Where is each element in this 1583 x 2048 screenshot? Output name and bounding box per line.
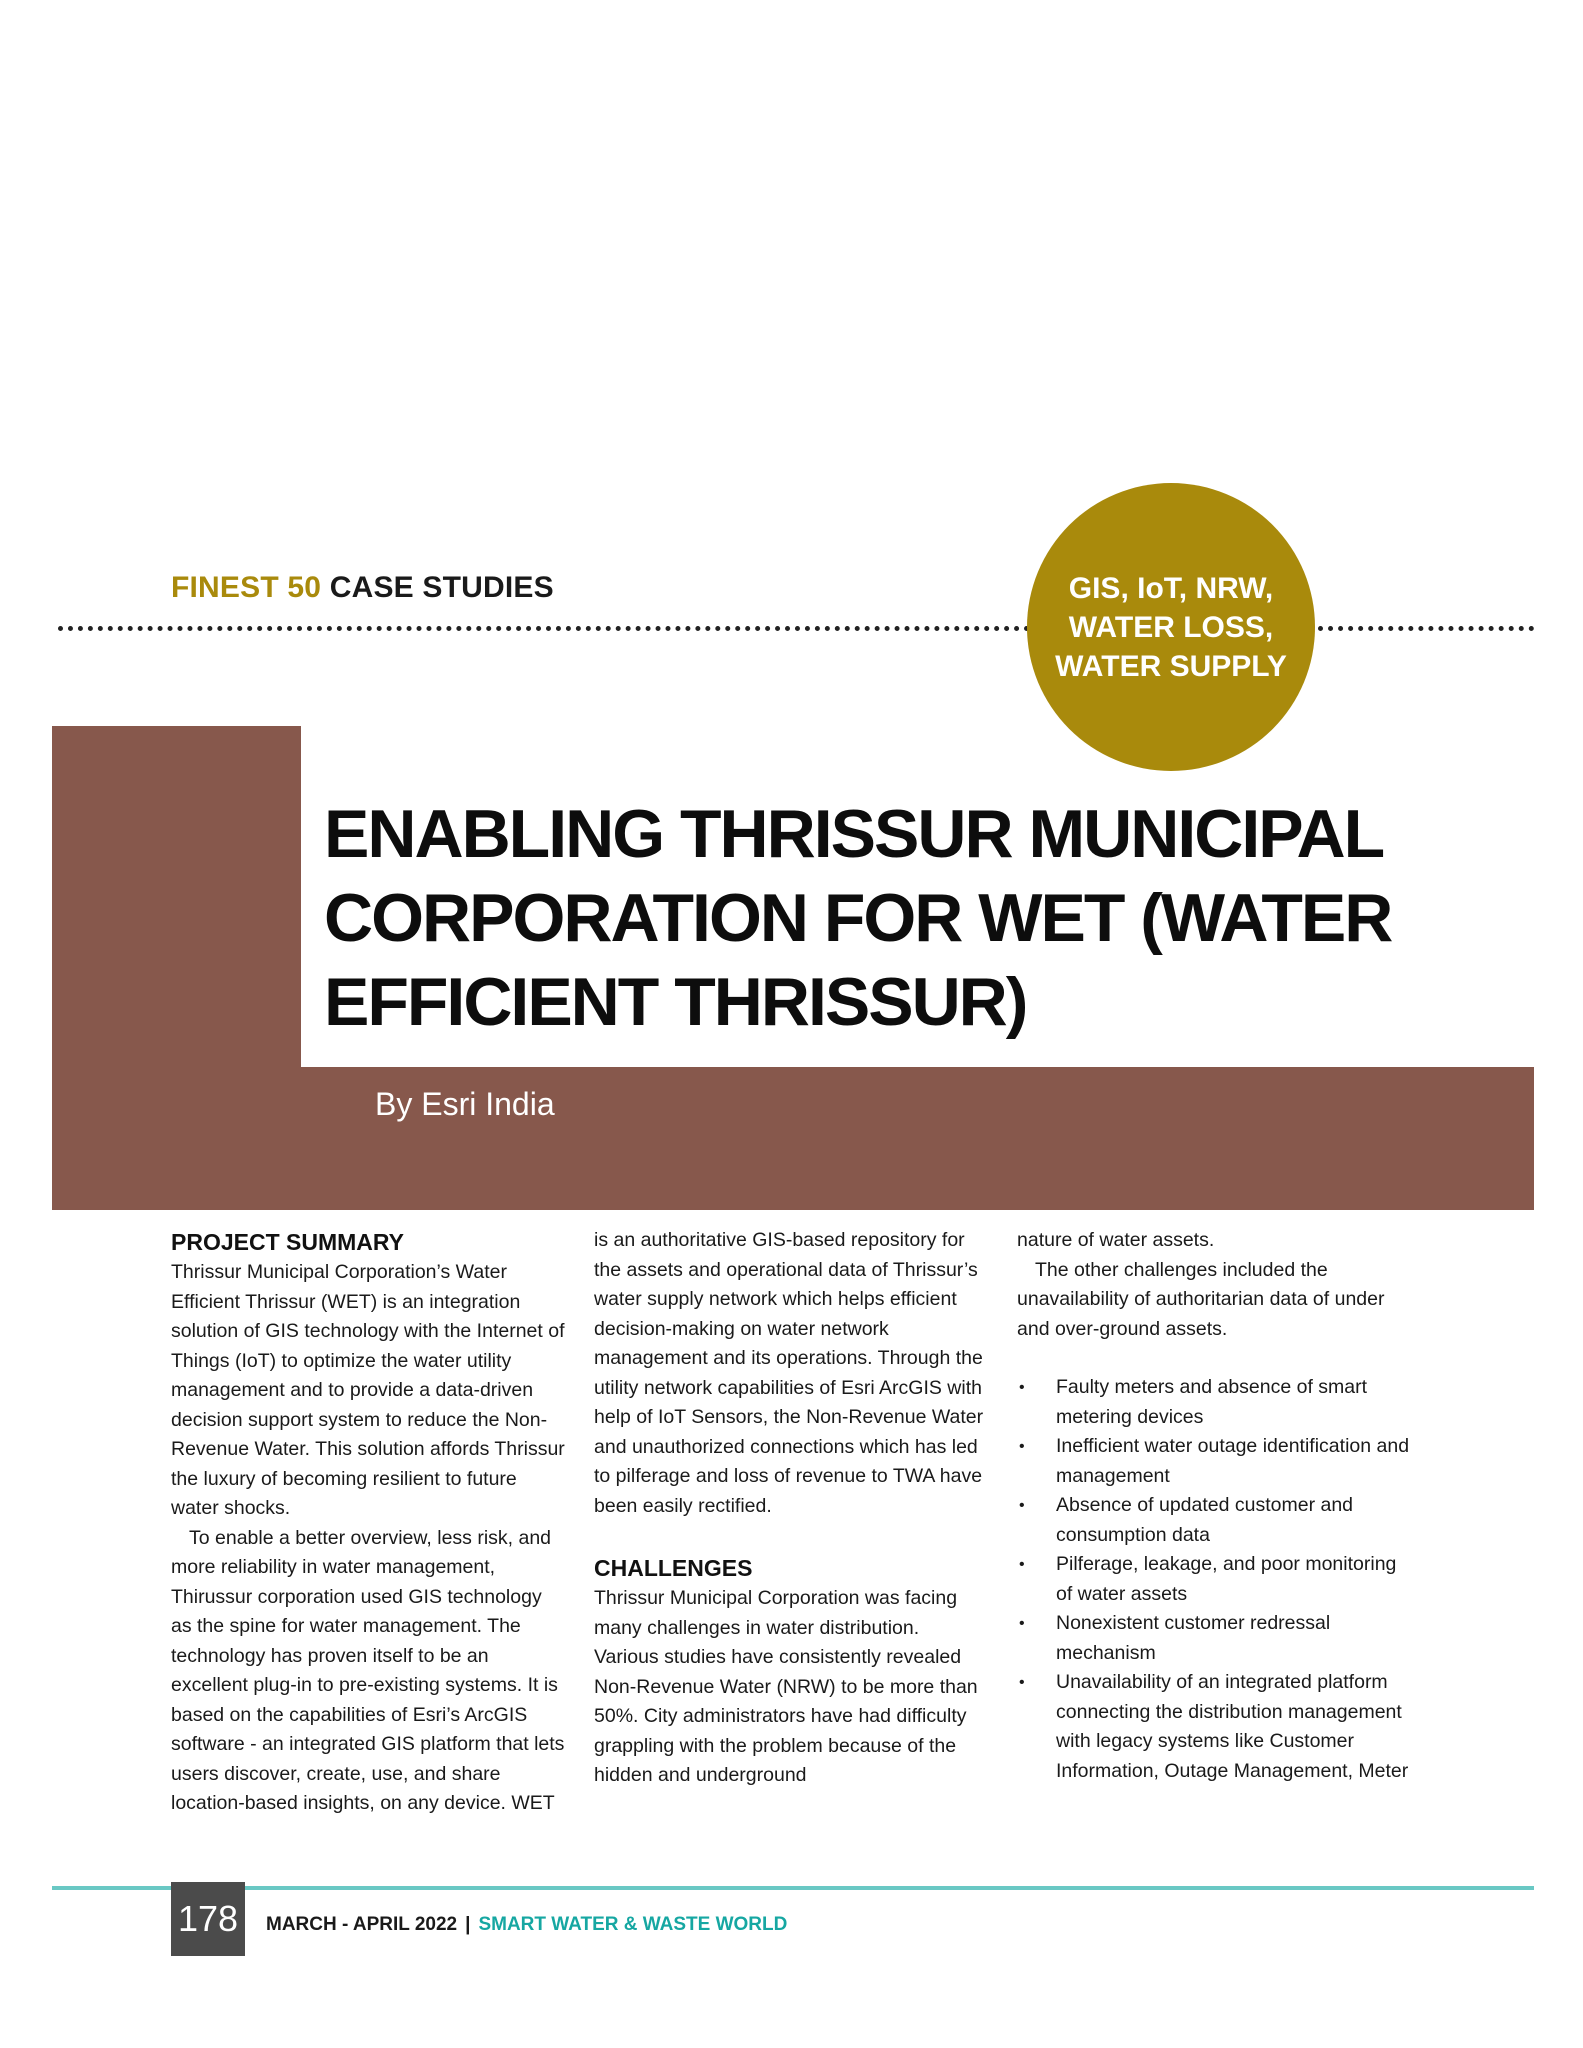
paragraph: The other challenges included the unavailability of authoritarian data of under and over-ground assets. bbox=[1017, 1258, 1385, 1340]
section-label-rest: CASE STUDIES bbox=[329, 571, 554, 604]
section-label bbox=[171, 571, 554, 605]
magazine-name: SMART WATER & WASTE WORLD bbox=[478, 1914, 788, 1935]
title-line: ENABLING THRISSUR MUNICIPAL bbox=[324, 796, 1384, 872]
project-summary-heading: PROJECT SUMMARY bbox=[171, 1229, 404, 1255]
dotted-divider-right bbox=[1318, 626, 1534, 631]
byline-banner bbox=[52, 1067, 1534, 1210]
title-line: EFFICIENT THRISSUR) bbox=[324, 964, 1027, 1040]
topic-tags-badge bbox=[1027, 483, 1315, 771]
title-line: CORPORATION FOR WET (WATER bbox=[324, 880, 1392, 956]
footer-rule bbox=[52, 1886, 1534, 1890]
section-label-accent: FINEST 50 bbox=[171, 571, 322, 604]
list-item: • Faulty meters and absence of smart metering devices bbox=[1017, 1373, 1412, 1432]
challenges-list bbox=[1017, 1373, 1412, 1786]
topic-tag-line: GIS, IoT, NRW, bbox=[1068, 571, 1274, 605]
list-item: • Absence of updated customer and consumption data bbox=[1017, 1491, 1412, 1550]
issue-date: MARCH - APRIL 2022 bbox=[266, 1914, 458, 1935]
byline: By Esri India bbox=[375, 1086, 555, 1122]
footer-separator: | bbox=[465, 1914, 471, 1935]
paragraph: Thrissur Municipal Corporation’s Water Efficient Thrissur (WET) is an integration solution of GIS technology with the Internet of Things (IoT) to optimize the water utility management and to provide a data-driven decision support system to reduce the Non-Revenue Water. This solution affords Thrissur the luxury of becoming resilient to future water shocks. bbox=[171, 1261, 565, 1519]
list-item: • Inefficient water outage identification and management bbox=[1017, 1432, 1412, 1491]
topic-tag-line: WATER SUPPLY bbox=[1055, 649, 1287, 683]
paragraph: is an authoritative GIS-based repository for the assets and operational data of Thrissur’s water supply network which helps efficient decision-making on water network management and its operations. Through the utility network capabilities of Esri ArcGIS with help of IoT Sensors, the Non-Revenue Water and unauthorized connections which has led to pilferage and loss of revenue to TWA have been easily rectified. bbox=[594, 1229, 984, 1517]
paragraph: nature of water assets. bbox=[1017, 1229, 1215, 1251]
text-column-2 bbox=[594, 1226, 989, 1791]
text-column-3 bbox=[1017, 1226, 1412, 1786]
article-title bbox=[324, 792, 1524, 1044]
challenges-heading: CHALLENGES bbox=[594, 1555, 753, 1581]
footer-issue-info bbox=[266, 1914, 787, 1936]
dotted-divider-left bbox=[58, 626, 1030, 631]
list-item: • Pilferage, leakage, and poor monitoring of water assets bbox=[1017, 1550, 1412, 1609]
text-column-1 bbox=[171, 1226, 566, 1819]
list-item: • Unavailability of an integrated platform connecting the distribution management with legacy systems like Customer Information, Outage Management, Meter bbox=[1017, 1668, 1412, 1786]
list-item: • Nonexistent customer redressal mechanism bbox=[1017, 1609, 1412, 1668]
page-number: 178 bbox=[171, 1882, 245, 1956]
paragraph: Thrissur Municipal Corporation was facing many challenges in water distribution. Various studies have consistently revealed Non-Revenue Water (NRW) to be more than 50%. City administrators have had difficulty grappling with the problem because of the hidden and underground bbox=[594, 1587, 978, 1786]
topic-tag-line: WATER LOSS, bbox=[1068, 610, 1274, 644]
paragraph: To enable a better overview, less risk, and more reliability in water management, Thirussur corporation used GIS technology as the spine for water management. The technology has proven itself to be an excellent plug-in to pre-existing systems. It is based on the capabilities of Esri’s ArcGIS software - an integrated GIS platform that lets users discover, create, use, and share location-based insights, on any device. WET bbox=[171, 1526, 565, 1814]
